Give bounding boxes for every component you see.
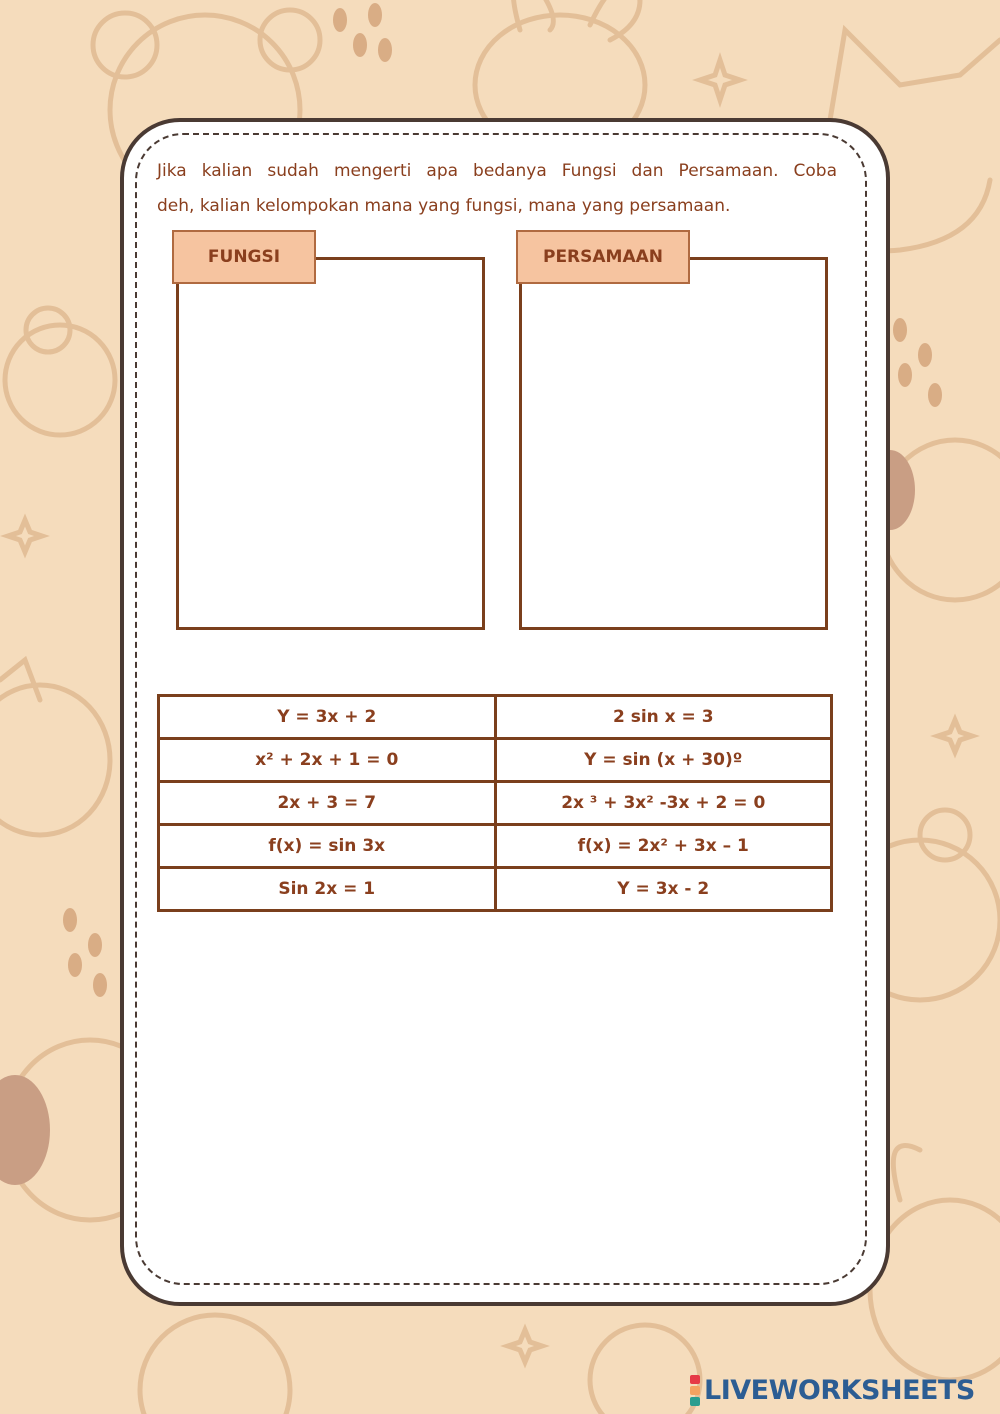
table-row xyxy=(159,739,832,782)
draggable-item[interactable]: Sin 2x = 1 xyxy=(159,868,496,911)
liveworksheets-logo-text: LIVEWORKSHEETS xyxy=(704,1374,975,1406)
fungsi-label: FUNGSI xyxy=(172,230,316,284)
persamaan-drop-zone[interactable] xyxy=(519,257,828,630)
instruction-text xyxy=(157,154,837,224)
draggable-item[interactable]: x² + 2x + 1 = 0 xyxy=(159,739,496,782)
draggable-item[interactable]: Y = 3x + 2 xyxy=(159,696,496,739)
draggable-items-table xyxy=(157,694,833,912)
logo-block xyxy=(690,1397,700,1406)
liveworksheets-logo xyxy=(690,1374,975,1406)
logo-block xyxy=(690,1375,700,1384)
draggable-item[interactable]: f(x) = sin 3x xyxy=(159,825,496,868)
persamaan-label: PERSAMAAN xyxy=(516,230,690,284)
table-row xyxy=(159,696,832,739)
instruction-line-1: Jika kalian sudah mengerti apa bedanya Fungsi dan Persamaan. Coba xyxy=(157,161,837,181)
draggable-item[interactable]: f(x) = 2x² + 3x – 1 xyxy=(495,825,832,868)
liveworksheets-logo-icon xyxy=(690,1374,700,1407)
table-row xyxy=(159,868,832,911)
logo-block xyxy=(690,1386,700,1395)
draggable-item[interactable]: 2x ³ + 3x² -3x + 2 = 0 xyxy=(495,782,832,825)
fungsi-drop-zone[interactable] xyxy=(176,257,485,630)
draggable-item[interactable]: Y = 3x - 2 xyxy=(495,868,832,911)
draggable-item[interactable]: 2x + 3 = 7 xyxy=(159,782,496,825)
draggable-item[interactable]: 2 sin x = 3 xyxy=(495,696,832,739)
table-row xyxy=(159,825,832,868)
draggable-item[interactable]: Y = sin (x + 30)º xyxy=(495,739,832,782)
table-row xyxy=(159,782,832,825)
instruction-line-2: deh, kalian kelompokan mana yang fungsi, mana yang persamaan. xyxy=(157,196,731,216)
